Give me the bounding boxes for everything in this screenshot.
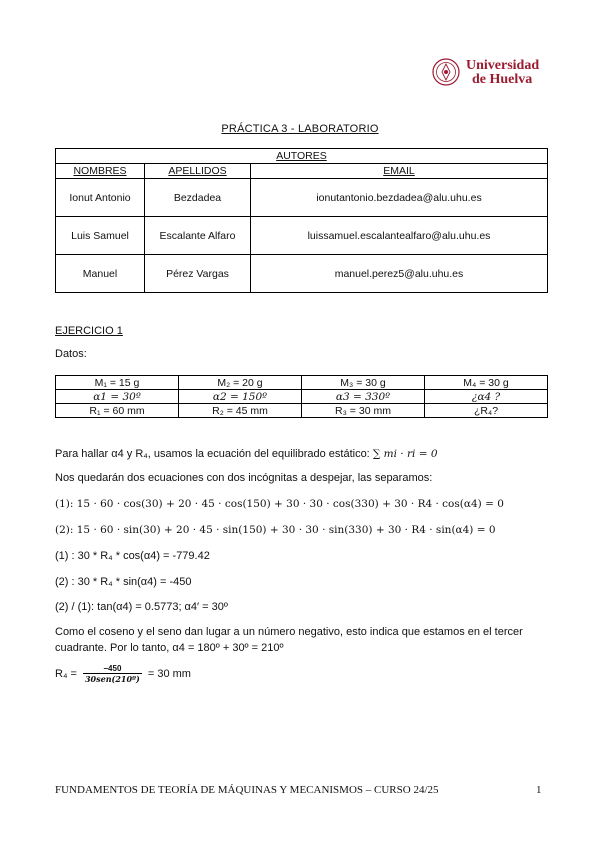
- authors-caption: AUTORES: [56, 149, 548, 164]
- r4-denominator: 30sen(210º): [84, 674, 140, 684]
- header-email: EMAIL: [251, 164, 548, 179]
- data-label: Datos:: [55, 348, 87, 360]
- data-cell: M₄ = 30 g: [425, 376, 548, 390]
- conclusion-paragraph: Como el coseno y el seno dan lugar a un número negativo, esto indica que estamos en el tercer cuadrante. Por lo tanto, α4 = 180º + 30º = 210º: [55, 626, 523, 654]
- result-3: (2) / (1): tan(α4) = 0.5773; α4′ = 30º: [55, 601, 228, 613]
- equilibrium-formula: ∑ mi · ri = 0: [372, 448, 438, 460]
- equation-1: (1): 15 · 60 · cos(30) + 20 · 45 · cos(150) + 30 · 30 · cos(330) + 30 · R4 · cos(α4) = 0: [55, 498, 504, 510]
- author-surname: Escalante Alfaro: [145, 217, 251, 255]
- table-row: [56, 255, 548, 293]
- data-cell: M₁ = 15 g: [56, 376, 179, 390]
- data-cell: R₁ = 60 mm: [56, 404, 179, 418]
- table-row: [56, 217, 548, 255]
- header-names: NOMBRES: [56, 164, 145, 179]
- data-cell: α2 = 150º: [179, 390, 302, 404]
- data-cell: α3 = 330º: [302, 390, 425, 404]
- result-2: (2) : 30 * R₄ * sin(α4) = -450: [55, 576, 192, 588]
- exercise-heading: EJERCICIO 1: [55, 325, 123, 337]
- r4-numerator: −450: [83, 664, 142, 674]
- header-surnames: APELLIDOS: [145, 164, 251, 179]
- authors-table: [55, 148, 548, 293]
- table-row: [56, 376, 548, 390]
- data-cell: ¿α4 ?: [425, 390, 548, 404]
- data-table: [55, 375, 548, 418]
- r4-fraction: [83, 664, 142, 684]
- data-cell: R₃ = 30 mm: [302, 404, 425, 418]
- table-row: [56, 390, 548, 404]
- author-email: manuel.perez5@alu.uhu.es: [251, 255, 548, 293]
- data-cell: ¿R₄?: [425, 404, 548, 418]
- r4-lhs: R₄ =: [55, 667, 77, 680]
- r4-result: [55, 664, 191, 684]
- data-cell: R₂ = 45 mm: [179, 404, 302, 418]
- university-seal-icon: [432, 58, 460, 86]
- data-cell: M₂ = 20 g: [179, 376, 302, 390]
- author-name: Luis Samuel: [56, 217, 145, 255]
- author-surname: Bezdadea: [145, 179, 251, 217]
- table-row: [56, 404, 548, 418]
- author-name: Manuel: [56, 255, 145, 293]
- r4-rhs: = 30 mm: [147, 667, 191, 680]
- table-row: [56, 179, 548, 217]
- page-number: 1: [536, 784, 542, 796]
- data-cell: α1 = 30º: [56, 390, 179, 404]
- two-equations-text: Nos quedarán dos ecuaciones con dos incógnitas a despejar, las separamos:: [55, 472, 433, 484]
- footer-text: FUNDAMENTOS DE TEORÍA DE MÁQUINAS Y MECANISMOS – CURSO 24/25: [55, 784, 439, 796]
- result-1: (1) : 30 * R₄ * cos(α4) = -779.42: [55, 550, 210, 562]
- intro-text: Para hallar α4 y R₄, usamos la ecuación del equilibrado estático:: [55, 448, 370, 460]
- university-logo: [432, 57, 540, 89]
- intro-line: [55, 448, 438, 460]
- author-email: luissamuel.escalantealfaro@alu.uhu.es: [251, 217, 548, 255]
- logo-line-2: de Huelva: [472, 72, 533, 87]
- author-surname: Pérez Vargas: [145, 255, 251, 293]
- data-cell: M₃ = 30 g: [302, 376, 425, 390]
- page-title: PRÁCTICA 3 - LABORATORIO: [221, 123, 379, 135]
- author-name: Ionut Antonio: [56, 179, 145, 217]
- author-email: ionutantonio.bezdadea@alu.uhu.es: [251, 179, 548, 217]
- logo-line-1: Universidad: [466, 58, 540, 73]
- equation-2: (2): 15 · 60 · sin(30) + 20 · 45 · sin(150) + 30 · 30 · sin(330) + 30 · R4 · sin(α4) = 0: [55, 524, 496, 536]
